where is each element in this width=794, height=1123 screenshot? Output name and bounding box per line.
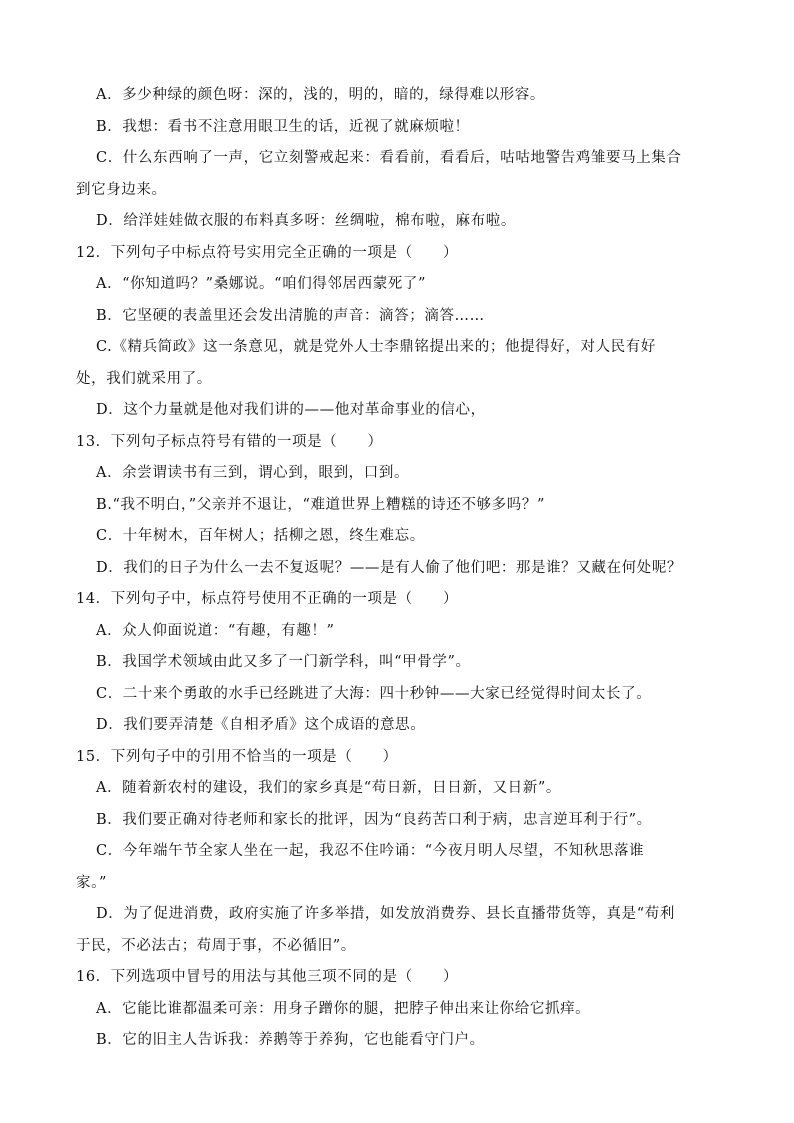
- option-c-continuation: 处，我们就采用了。: [76, 370, 212, 387]
- option-c: C．二十来个勇敢的水手已经跳进了大海：四十秒钟——大家已经觉得时间太长了。: [96, 685, 652, 702]
- question-title: [76, 238, 724, 270]
- option-b: B．它坚硬的表盖里还会发出清脆的声音：滴答；滴答……: [96, 307, 485, 324]
- option-d: D．为了促进消费，政府实施了许多举措，如发放消费券、县长直播带货等，真是“苟利: [96, 906, 675, 922]
- question-15: [76, 742, 724, 963]
- question-12: [76, 238, 724, 427]
- option-a: A．众人仰面说道：“有趣，有趣！”: [96, 622, 335, 639]
- question-14: [76, 584, 724, 742]
- option-d: D．我们要弄清楚《自相矛盾》这个成语的意思。: [96, 717, 426, 733]
- question-text: 下列句子标点符号有错的一项是（ ）: [110, 433, 383, 450]
- question-text: 下列句子中标点符号实用完全正确的一项是（ ）: [110, 244, 459, 261]
- option-c: C.《精兵简政》这一条意见，就是党外人士李鼎铭提出来的；他提得好，对人民有好: [96, 339, 656, 355]
- option-a: A．它能比谁都温柔可亲：用身子蹭你的腿，把脖子伸出来让你给它抓痒。: [96, 1000, 591, 1017]
- question-11-options: [76, 80, 724, 238]
- question-13: [76, 427, 724, 585]
- question-title: [76, 427, 724, 459]
- question-number: 15．: [76, 748, 111, 765]
- question-title: [76, 962, 724, 994]
- question-number: 12．: [76, 244, 111, 261]
- question-number: 13．: [76, 433, 111, 450]
- question-text: 下列选项中冒号的用法与其他三项不同的是（ ）: [110, 969, 459, 985]
- option-b: B．它的旧主人告诉我：养鹅等于养狗，它也能看守门户。: [96, 1032, 485, 1048]
- question-title: [76, 584, 724, 616]
- option-c: C．十年树木，百年树人；括柳之恩，终生难忘。: [96, 528, 425, 544]
- option-a: A．“你知道吗？”桑娜说。“咱们得邻居西蒙死了”: [96, 276, 427, 292]
- option-d-continuation: 于民，不必法古；苟周于事，不必循旧”。: [76, 937, 356, 954]
- question-number: 16．: [76, 969, 111, 985]
- option-a: A．随着新农村的建设，我们的家乡真是“苟日新，日日新，又日新”。: [96, 780, 561, 796]
- question-text: 下列句子中的引用不恰当的一项是（ ）: [110, 748, 398, 765]
- option-c: C．今年端午节全家人坐在一起，我忍不住吟诵：“今夜月明人尽望，不知秋思落谁: [96, 843, 645, 859]
- option-b: B．我想：看书不注意用眼卫生的话，近视了就麻烦啦！: [96, 118, 470, 135]
- option-c: C．什么东西响了一声，它立刻警戒起来：看看前，看看后，咕咕地警告鸡雏要马上集合: [96, 150, 682, 166]
- option-a: A．多少种绿的颜色呀：深的，浅的，明的，暗的，绿得难以形容。: [96, 87, 545, 103]
- option-d: D．给洋娃娃做衣服的布料真多呀：丝绸啦，棉布啦，麻布啦。: [96, 213, 516, 229]
- question-title: [76, 742, 724, 774]
- option-b: B.“我不明白，”父亲并不退让，“难道世界上糟糕的诗还不够多吗？”: [96, 496, 545, 513]
- question-number: 14．: [76, 591, 111, 607]
- option-c-continuation: 家。”: [76, 874, 107, 891]
- option-d: D．这个力量就是他对我们讲的——他对革命事业的信心，: [96, 402, 486, 418]
- question-list: [76, 80, 724, 1057]
- question-16: [76, 962, 724, 1057]
- option-b: B．我们要正确对待老师和家长的批评，因为“良药苦口利于病，忠言逆耳利于行”。: [96, 811, 652, 828]
- option-b: B．我国学术领域由此又多了一门新学科，叫“甲骨学”。: [96, 654, 471, 670]
- option-a: A．余尝谓读书有三到，谓心到，眼到，口到。: [96, 465, 410, 481]
- question-text: 下列句子中，标点符号使用不正确的一项是（ ）: [110, 591, 459, 607]
- option-c-continuation: 到它身边来。: [76, 181, 167, 198]
- option-d: D．我们的日子为什么一去不复返呢？——是有人偷了他们吧：那是谁？又藏在何处呢？: [96, 559, 683, 576]
